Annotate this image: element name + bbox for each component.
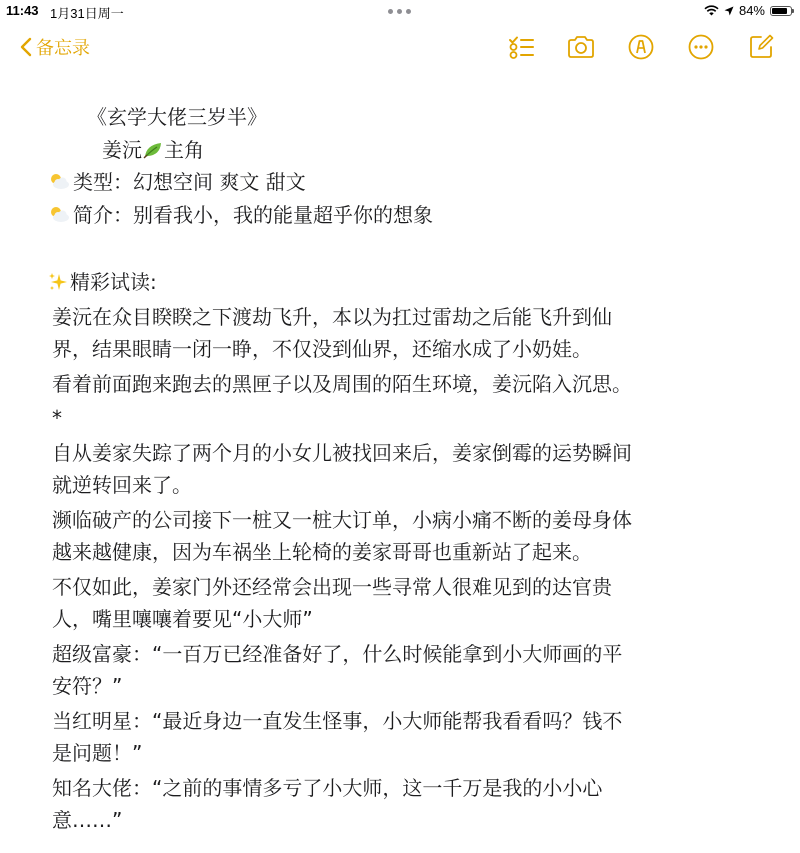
excerpt-heading-line xyxy=(52,266,752,299)
markup-pen-icon xyxy=(627,33,655,61)
paragraph-line: 界，结果眼睛一闭一睁，不仅没到仙界，还缩水成了小奶娃。 xyxy=(52,337,592,361)
protagonist-line xyxy=(52,134,752,167)
paragraph-line: 知名大佬：“之前的事情多亏了小大师，这一千万是我的小小心 xyxy=(52,775,603,800)
excerpt-paragraphs xyxy=(52,301,752,837)
excerpt-paragraph xyxy=(52,772,752,837)
sun-behind-cloud-icon xyxy=(48,171,70,191)
paragraph-line: * xyxy=(52,406,62,430)
excerpt-paragraph xyxy=(52,504,752,569)
status-date: 1月31日周一 xyxy=(50,6,124,21)
protagonist-name: 姜沅 xyxy=(102,137,142,162)
paragraph-line: 是问题！” xyxy=(52,741,143,765)
paragraph-line: 不仅如此，姜家门外还经常会出现一些寻常人很难见到的达官贵 xyxy=(52,574,612,599)
paragraph-line: 安符？” xyxy=(52,674,123,698)
paragraph-line: 越来越健康，因为车祸坐上轮椅的姜家哥哥也重新站了起来。 xyxy=(52,540,592,564)
back-button[interactable] xyxy=(20,34,90,60)
paragraph-line: 就逆转回来了。 xyxy=(52,473,192,497)
excerpt-paragraph xyxy=(52,571,752,636)
battery-fill xyxy=(772,8,787,14)
excerpt-paragraph xyxy=(52,705,752,770)
paragraph-line: 姜沅在众目睽睽之下渡劫飞升，本以为扛过雷劫之后能飞升到仙 xyxy=(52,304,612,329)
excerpt-heading: 精彩试读: xyxy=(70,270,157,294)
checklist-icon xyxy=(507,34,535,60)
note-title: 《玄学大佬三岁半》 xyxy=(87,105,267,129)
paragraph-line: 自从姜家失踪了两个月的小女儿被找回来后，姜家倒霉的运势瞬间 xyxy=(52,440,632,465)
paragraph-line: 当红明星：“最近身边一直发生怪事，小大师能帮我看看吗？钱不 xyxy=(52,708,623,733)
notes-toolbar xyxy=(0,28,800,68)
excerpt-paragraph xyxy=(52,301,752,366)
protagonist-role: 主角 xyxy=(164,137,204,162)
intro-line xyxy=(52,199,752,232)
status-right xyxy=(704,3,792,18)
camera-icon xyxy=(566,35,596,59)
note-body[interactable] xyxy=(52,101,752,837)
toolbar-actions xyxy=(504,32,778,62)
blank-line xyxy=(52,231,752,266)
paragraph-line: 人，嘴里嚷嚷着要见“小大师” xyxy=(52,607,313,631)
status-bar xyxy=(0,0,800,22)
excerpt-paragraph xyxy=(52,368,752,401)
status-time: 11:43 xyxy=(6,3,39,18)
camera-button[interactable] xyxy=(564,32,598,62)
leaf-icon xyxy=(142,140,164,160)
intro-text: 简介：别看我小，我的能量超乎你的想象 xyxy=(73,202,433,227)
back-button-label: 备忘录 xyxy=(36,38,90,59)
compose-button[interactable] xyxy=(744,32,778,62)
genre-line xyxy=(52,166,752,199)
paragraph-line: 意……” xyxy=(52,808,123,832)
sparkles-icon xyxy=(48,272,68,292)
markup-button[interactable] xyxy=(624,32,658,62)
excerpt-paragraph xyxy=(52,437,752,502)
genre-text: 类型：幻想空间 爽文 甜文 xyxy=(73,170,306,194)
more-button[interactable] xyxy=(684,32,718,62)
paragraph-line: 看着前面跑来跑去的黑匣子以及周围的陌生环境，姜沅陷入沉思。 xyxy=(52,371,632,396)
battery-icon xyxy=(770,6,792,16)
checklist-button[interactable] xyxy=(504,32,538,62)
paragraph-line: 超级富豪：“一百万已经准备好了，什么时候能拿到小大师画的平 xyxy=(52,641,623,666)
paragraph-line: 濒临破产的公司接下一桩又一桩大订单，小病小痛不断的姜母身体 xyxy=(52,507,632,532)
battery-percent: 84% xyxy=(738,3,765,18)
multitasking-dots-icon[interactable] xyxy=(388,9,411,14)
chevron-left-icon xyxy=(20,37,32,57)
compose-icon xyxy=(747,33,775,61)
sun-behind-cloud-icon xyxy=(48,204,70,224)
excerpt-paragraph xyxy=(52,402,752,435)
wifi-icon xyxy=(704,5,719,16)
excerpt-paragraph xyxy=(52,638,752,703)
more-icon xyxy=(687,33,715,61)
location-icon xyxy=(724,6,734,16)
